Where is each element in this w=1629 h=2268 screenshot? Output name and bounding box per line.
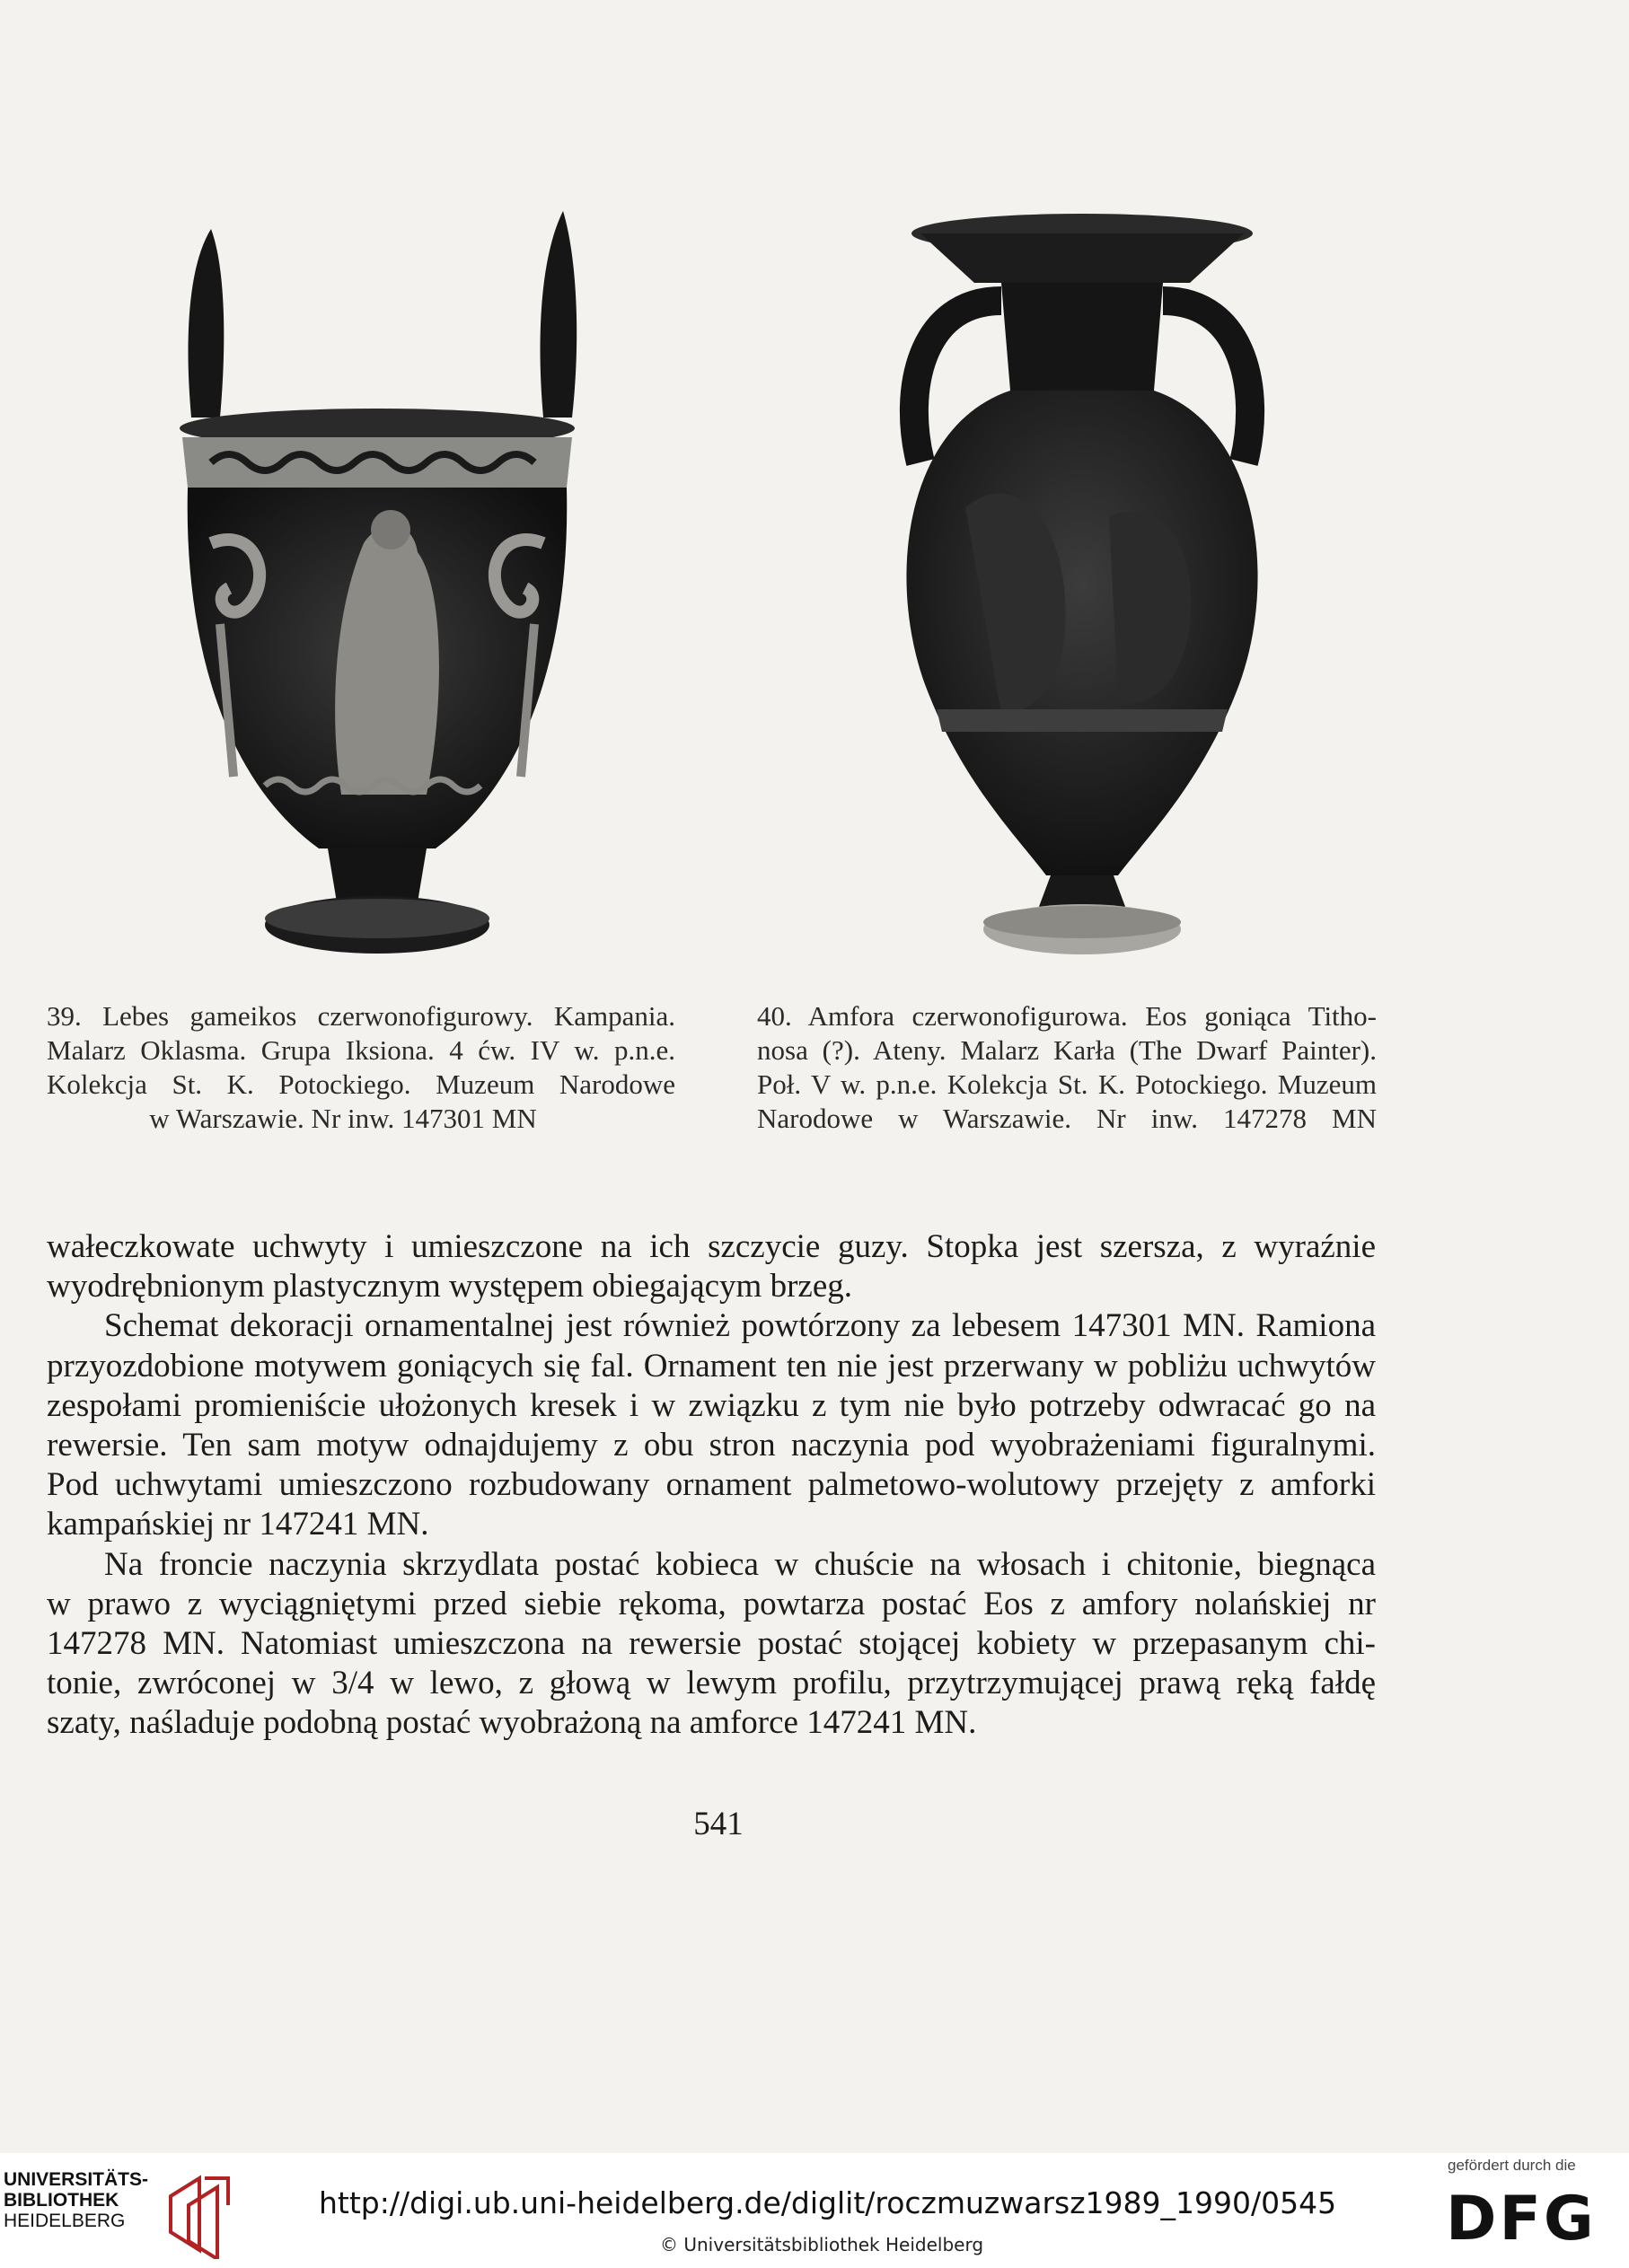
amfora-vase-photo [867, 211, 1298, 983]
amfora-vase-icon [867, 211, 1298, 983]
caption-line: w Warszawie. Nr inw. 147301 MN [149, 1103, 537, 1134]
source-url-link[interactable]: http://digi.ub.uni-heidelberg.de/diglit/roczmuzwarsz1989_1990/0545 [319, 2185, 1337, 2220]
logo-line: HEIDELBERG [4, 2211, 126, 2231]
body-line: tonie, zwróconej w 3/4 w lewo, z głową w lewym profilu, przytrzymującej prawą ręką fałdę [47, 1665, 1376, 1702]
body-line: Na froncie naczynia skrzydlata postać kobieca w chuście na włosach i chitonie, biegnąca [104, 1545, 1376, 1583]
dfg-logo: DFG [1446, 2184, 1597, 2255]
university-library-logo [4, 2169, 237, 2259]
body-line: przyozdobione motywem goniących się fal. Ornament ten nie jest przerwany w pobliżu uchwytów [47, 1347, 1376, 1385]
caption-line: nosa (?). Ateny. Malarz Karła (The Dwarf Painter). [757, 1034, 1377, 1066]
caption-line: Malarz Oklasma. Grupa Iksiona. 4 ćw. IV w. p.n.e. [47, 1034, 675, 1066]
caption-line: 39. Lebes gameikos czerwonofigurowy. Kampania. [47, 1000, 675, 1032]
body-line: 147278 MN. Natomiast umieszczona na rewersie postać stojącej kobiety w przepasanym chi- [47, 1625, 1376, 1663]
body-line: Schemat dekoracji ornamentalnej jest również powtórzony za lebesem 147301 MN. Ramiona [104, 1307, 1376, 1345]
body-text [47, 1227, 1376, 1744]
body-line: kampańskiej nr 147241 MN. [47, 1506, 429, 1543]
funded-by-label: gefördert durch die [1448, 2157, 1576, 2174]
lebes-vase-photo [148, 202, 597, 992]
body-line: wałeczkowate uchwyty i umieszczone na ich szczycie guzy. Stopka jest szersza, z wyraźnie [47, 1228, 1376, 1265]
body-line: Pod uchwytami umieszczono rozbudowany ornament palmetowo-wolutowy przejęty z amforki [47, 1466, 1376, 1504]
page-number: 541 [693, 1806, 744, 1842]
body-line: szaty, naśladuje podobną postać wyobrażoną na amforce 147241 MN. [47, 1704, 977, 1742]
caption-line: Poł. V w. p.n.e. Kolekcja St. K. Potockiego. Muzeum [757, 1068, 1377, 1100]
caption-figure-39 [47, 999, 675, 1136]
logo-line: UNIVERSITÄTS- [4, 2169, 149, 2190]
caption-line: Kolekcja St. K. Potockiego. Muzeum Narodowe [47, 1068, 675, 1100]
body-line: zespołami promieniście ułożonych kresek i w związku z tym nie było potrzeby odwracać go na [47, 1386, 1376, 1424]
body-line: wyodrębnionym plastycznym występem obiegającym brzeg. [47, 1268, 852, 1305]
caption-line: Narodowe w Warszawie. Nr inw. 147278 MN [757, 1103, 1377, 1134]
lebes-vase-icon [148, 202, 597, 992]
body-line: w prawo z wyciągniętymi przed siebie rękoma, powtarza postać Eos z amfory nolańskiej nr [47, 1585, 1376, 1622]
body-line: rewersie. Ten sam motyw odnajdujemy z obu stron naczynia pod wyobrażeniami figuralnymi. [47, 1427, 1376, 1464]
digitization-footer [0, 2153, 1629, 2268]
ub-heidelberg-mark-icon [163, 2169, 231, 2259]
copyright-text: © Universitätsbibliothek Heidelberg [660, 2234, 984, 2255]
caption-line: 40. Amfora czerwonofigurowa. Eos goniąca Titho- [757, 1000, 1377, 1032]
logo-line: BIBLIOTHEK [4, 2190, 119, 2211]
caption-figure-40 [757, 999, 1377, 1136]
